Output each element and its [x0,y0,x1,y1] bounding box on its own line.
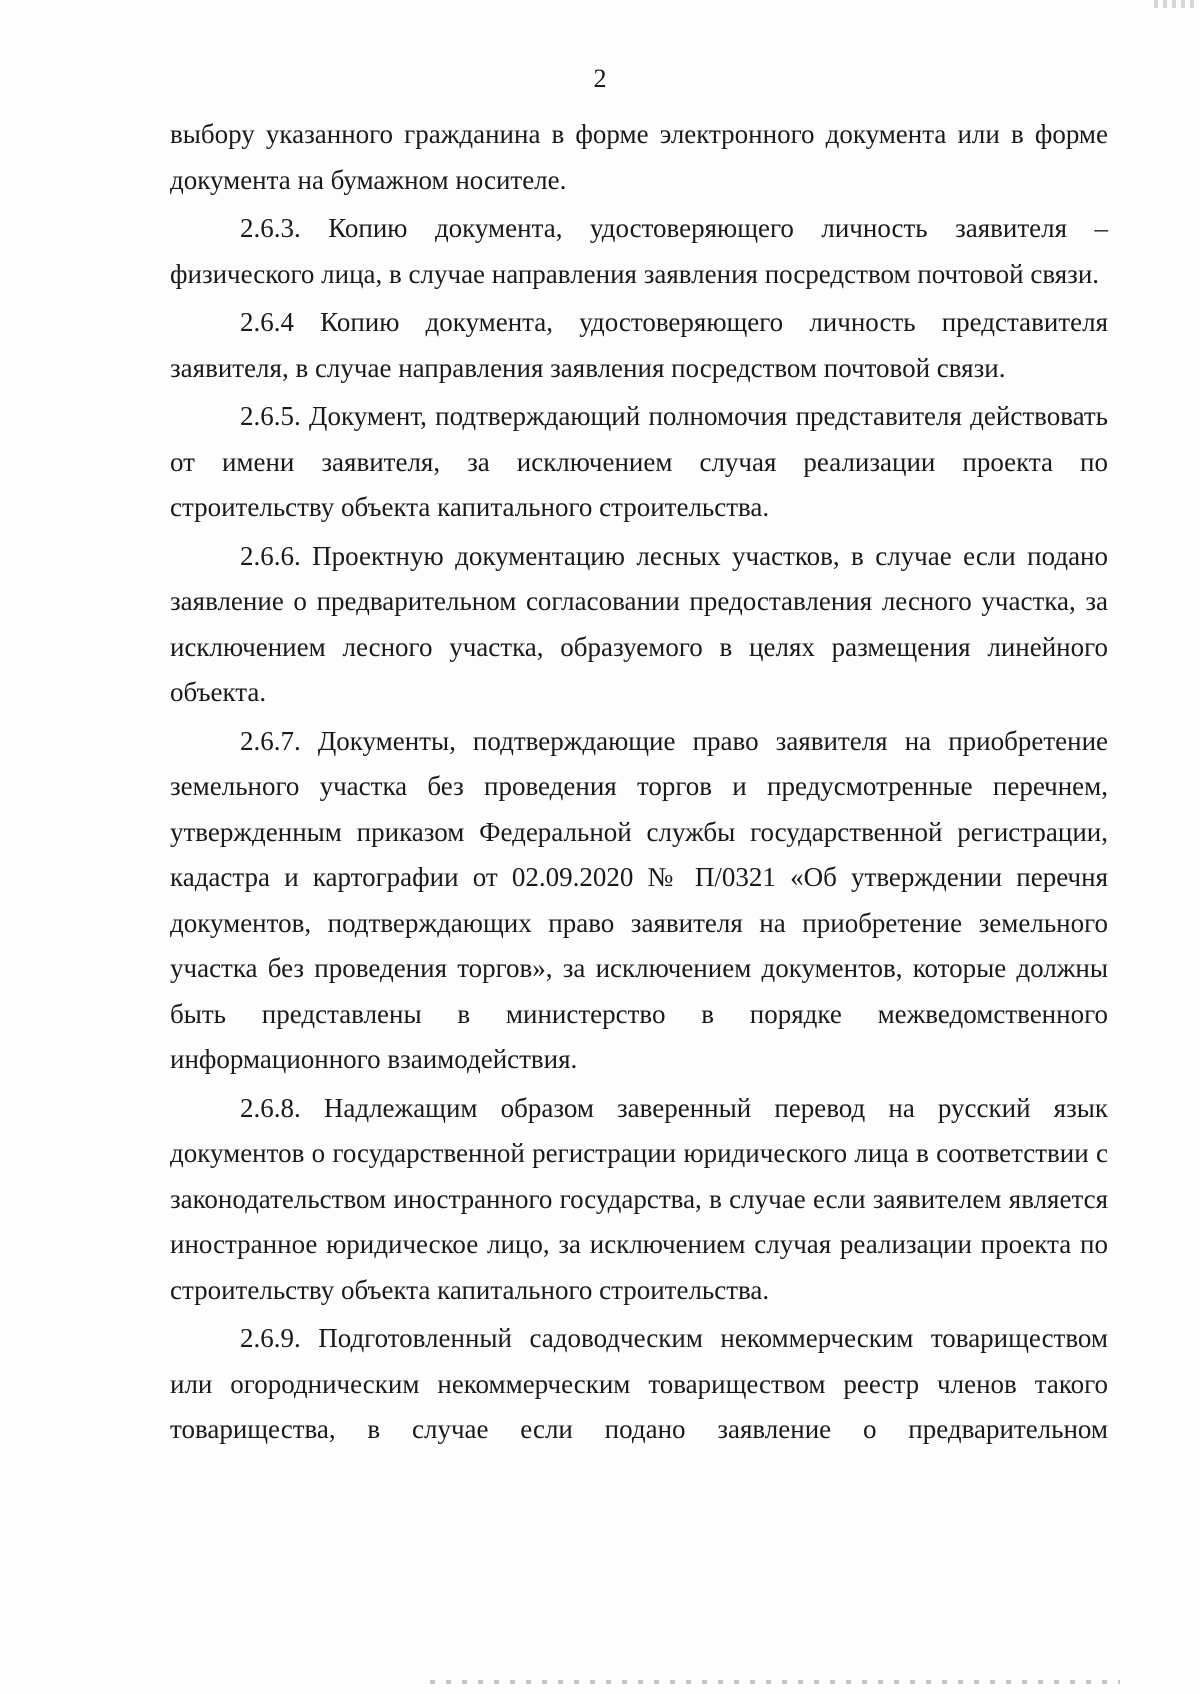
paragraph-2-6-6: 2.6.6. Проектную документацию лесных участков, в случае если подано заявление о предварительном согласовании предоставления лесного участка, за исключением лесного участка, образуемого в целях размещения линейного объекта. [170,540,1108,707]
paragraph-2-6-9: 2.6.9. Подготовленный садоводческим некоммерческим товариществом или огородническим некоммерческим товариществом реестр членов такого товарищества, в случае если подано заявление о предварительном [170,1323,1108,1444]
paragraph-2-6-5: 2.6.5. Документ, подтверждающий полномочия представителя действовать от имени заявителя, за исключением случая реализации проекта по строительству объекта капитального строительства. [170,401,1108,522]
scan-artifact-bottom [430,1680,1120,1684]
paragraph-2-6-3: 2.6.3. Копию документа, удостоверяющего личность заявителя – физического лица, в случае направления заявления посредством почтовой связи. [170,213,1108,289]
paragraph-2-6-4: 2.6.4 Копию документа, удостоверяющего личность представителя заявителя, в случае направления заявления посредством почтовой связи. [170,307,1108,383]
paragraph-continuation: выбору указанного гражданина в форме электронного документа или в форме документа на бумажном носителе. [170,119,1108,195]
scan-artifact [1154,0,1194,8]
page-number: 2 [593,64,607,93]
document-body [170,112,1108,1456]
paragraph-2-6-8: 2.6.8. Надлежащим образом заверенный перевод на русский язык документов о государственной регистрации юридического лица в соответствии с законодательством иностранного государства, в случае если заявителем является иностранное юридическое лицо, за исключением случая реализации проекта по строительству объекта капитального строительства. [170,1092,1108,1305]
paragraph-2-6-7: 2.6.7. Документы, подтверждающие право заявителя на приобретение земельного участка без проведения торгов и предусмотренные перечнем, утвержденным приказом Федеральной службы государственной регистрации, кадастра и картографии от 02.09.2020 № П/0321 «Об утверждении перечня документов, подтверждающих право заявителя на приобретение земельного участка без проведения торгов», за исключением документов, которые должны быть представлены в министерство в порядке межведомственного информационного взаимодействия. [170,725,1108,1074]
